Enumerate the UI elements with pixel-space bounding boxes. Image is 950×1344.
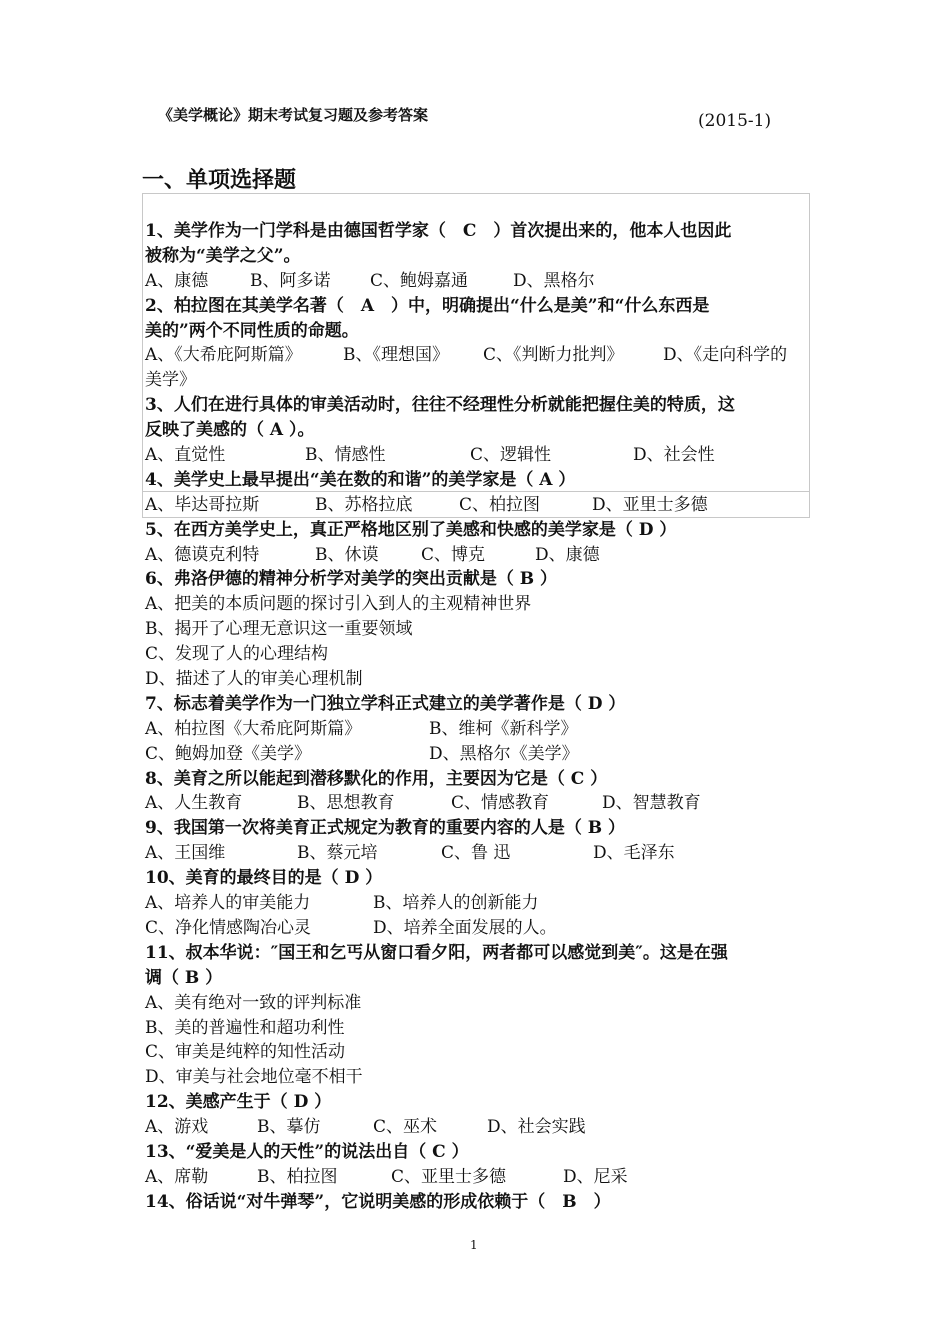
option-item: C、情感教育	[451, 793, 550, 814]
option-item: B、维柯《新科学》	[429, 718, 578, 739]
option-row	[145, 493, 807, 518]
option-item: A、王国维	[145, 843, 226, 864]
question-text: 美的”两个不同性质的命题。	[145, 320, 359, 341]
option-item: A、席勒	[145, 1166, 209, 1187]
option-line: B、揭开了心理无意识这一重要领域	[145, 619, 413, 640]
option-row	[145, 1115, 807, 1140]
option-row	[145, 1165, 807, 1190]
option-line: B、美的普遍性和超功利性	[145, 1017, 345, 1038]
option-line: C、审美是纯粹的知性活动	[145, 1042, 346, 1063]
option-item: B、《理想国》	[343, 345, 449, 366]
option-item: A、康德	[145, 270, 209, 291]
option-item: A、人生教育	[145, 793, 243, 814]
option-item: D、亚里士多德	[592, 494, 708, 515]
question-text: 调（ B ）	[145, 967, 223, 988]
option-item: B、思想教育	[297, 793, 395, 814]
document-title: 《美学概论》期末考试复习题及参考答案	[158, 106, 429, 124]
question-text: 2、柏拉图在其美学名著（ A ）中，明确提出“什么是美”和“什么东西是	[145, 295, 710, 316]
option-item: D、毛泽东	[593, 843, 675, 864]
question-text: 5、在西方美学史上，真正严格地区别了美感和快感的美学家是（ D ）	[145, 519, 677, 540]
option-item: A、《大希庇阿斯篇》	[145, 345, 302, 366]
option-item: A、直觉性	[145, 445, 226, 466]
question-text: 1、美学作为一门学科是由德国哲学家（ C ）首次提出来的，他本人也因此	[145, 221, 732, 241]
option-item: C、柏拉图	[459, 494, 541, 515]
question-text: 13、“爱美是人的天性”的说法出自（ C ）	[145, 1141, 469, 1162]
option-item: C、净化情感陶冶心灵	[145, 917, 312, 938]
option-item: C、《判断力批判》	[483, 345, 624, 366]
option-row	[145, 543, 807, 568]
question-text: 7、标志着美学作为一门独立学科正式建立的美学著作是（ D ）	[145, 693, 626, 714]
option-item: D、康德	[535, 544, 600, 565]
option-line: A、美有绝对一致的评判标准	[145, 992, 362, 1013]
option-item: B、苏格拉底	[315, 494, 413, 515]
option-item: B、休谟	[315, 544, 379, 565]
option-item: C、鲍姆加登《美学》	[145, 743, 312, 764]
option-item: D、智慧教育	[602, 793, 701, 814]
option-row	[145, 343, 807, 368]
document-date: (2015-1)	[698, 111, 772, 131]
option-row	[145, 443, 807, 468]
option-item: B、蔡元培	[297, 843, 378, 864]
option-item: B、培养人的创新能力	[373, 893, 539, 914]
option-item: D、社会性	[633, 445, 715, 466]
option-item: A、游戏	[145, 1117, 209, 1138]
question-text: 反映了美感的（ A ）。	[145, 420, 315, 441]
question-text: 8、美育之所以能起到潜移默化的作用，主要因为它是（ C ）	[145, 768, 608, 789]
option-item: C、博克	[421, 544, 486, 565]
option-item: C、鲍姆嘉通	[370, 270, 469, 291]
question-text: 4、美学史上最早提出“美在数的和谐”的美学家是（ A ）	[145, 469, 576, 490]
option-item: D、培养全面发展的人。	[373, 917, 557, 938]
option-item: D、黑格尔	[513, 270, 595, 291]
option-item: B、情感性	[305, 445, 386, 466]
option-row	[145, 742, 807, 767]
option-item: C、巫术	[373, 1117, 438, 1138]
question-text: 9、我国第一次将美育正式规定为教育的重要内容的人是（ B ）	[145, 818, 626, 839]
question-text: 14、俗话说“对牛弹琴”，它说明美感的形成依赖于（ B ）	[145, 1191, 611, 1212]
question-list	[145, 219, 807, 1215]
option-line: D、审美与社会地位毫不相干	[145, 1067, 363, 1088]
option-item: C、逻辑性	[470, 445, 552, 466]
option-item: A、德谟克利特	[145, 544, 260, 565]
option-row	[145, 717, 807, 742]
option-row	[145, 891, 807, 916]
option-row	[145, 269, 807, 294]
option-item: A、毕达哥拉斯	[145, 494, 260, 515]
option-row	[145, 916, 807, 941]
question-text: 10、美育的最终目的是（ D ）	[145, 868, 383, 889]
option-line: D、描述了人的审美心理机制	[145, 669, 363, 690]
section-title: 一、单项选择题	[142, 167, 297, 193]
option-item: A、柏拉图《大希庇阿斯篇》	[145, 718, 362, 739]
option-item: B、摹仿	[257, 1117, 321, 1138]
question-text: 3、人们在进行具体的审美活动时，往往不经理性分析就能把握住美的特质，这	[145, 395, 735, 416]
option-row	[145, 791, 807, 816]
option-item: D、尼采	[563, 1166, 628, 1187]
question-text: 12、美感产生于（ D ）	[145, 1092, 332, 1113]
option-row	[145, 841, 807, 866]
page-number: 1	[470, 1238, 478, 1252]
option-item: D、黑格尔《美学》	[429, 743, 579, 764]
question-text: 11、叔本华说：″国王和乞丐从窗口看夕阳，两者都可以感觉到美″。这是在强	[145, 942, 728, 963]
option-item: B、柏拉图	[257, 1166, 338, 1187]
option-item: D、《走向科学的	[663, 345, 788, 366]
option-line: 美学》	[145, 370, 196, 391]
question-text: 被称为“美学之父”。	[145, 245, 301, 266]
option-item: C、鲁 迅	[441, 843, 511, 864]
option-line: A、把美的本质问题的探讨引入到人的主观精神世界	[145, 594, 532, 615]
option-item: C、亚里士多德	[391, 1166, 507, 1187]
option-line: C、发现了人的心理结构	[145, 644, 329, 665]
option-item: A、培养人的审美能力	[145, 893, 311, 914]
option-item: B、阿多诺	[250, 270, 331, 291]
question-text: 6、弗洛伊德的精神分析学对美学的突出贡献是（ B ）	[145, 569, 558, 590]
option-item: D、社会实践	[487, 1117, 586, 1138]
